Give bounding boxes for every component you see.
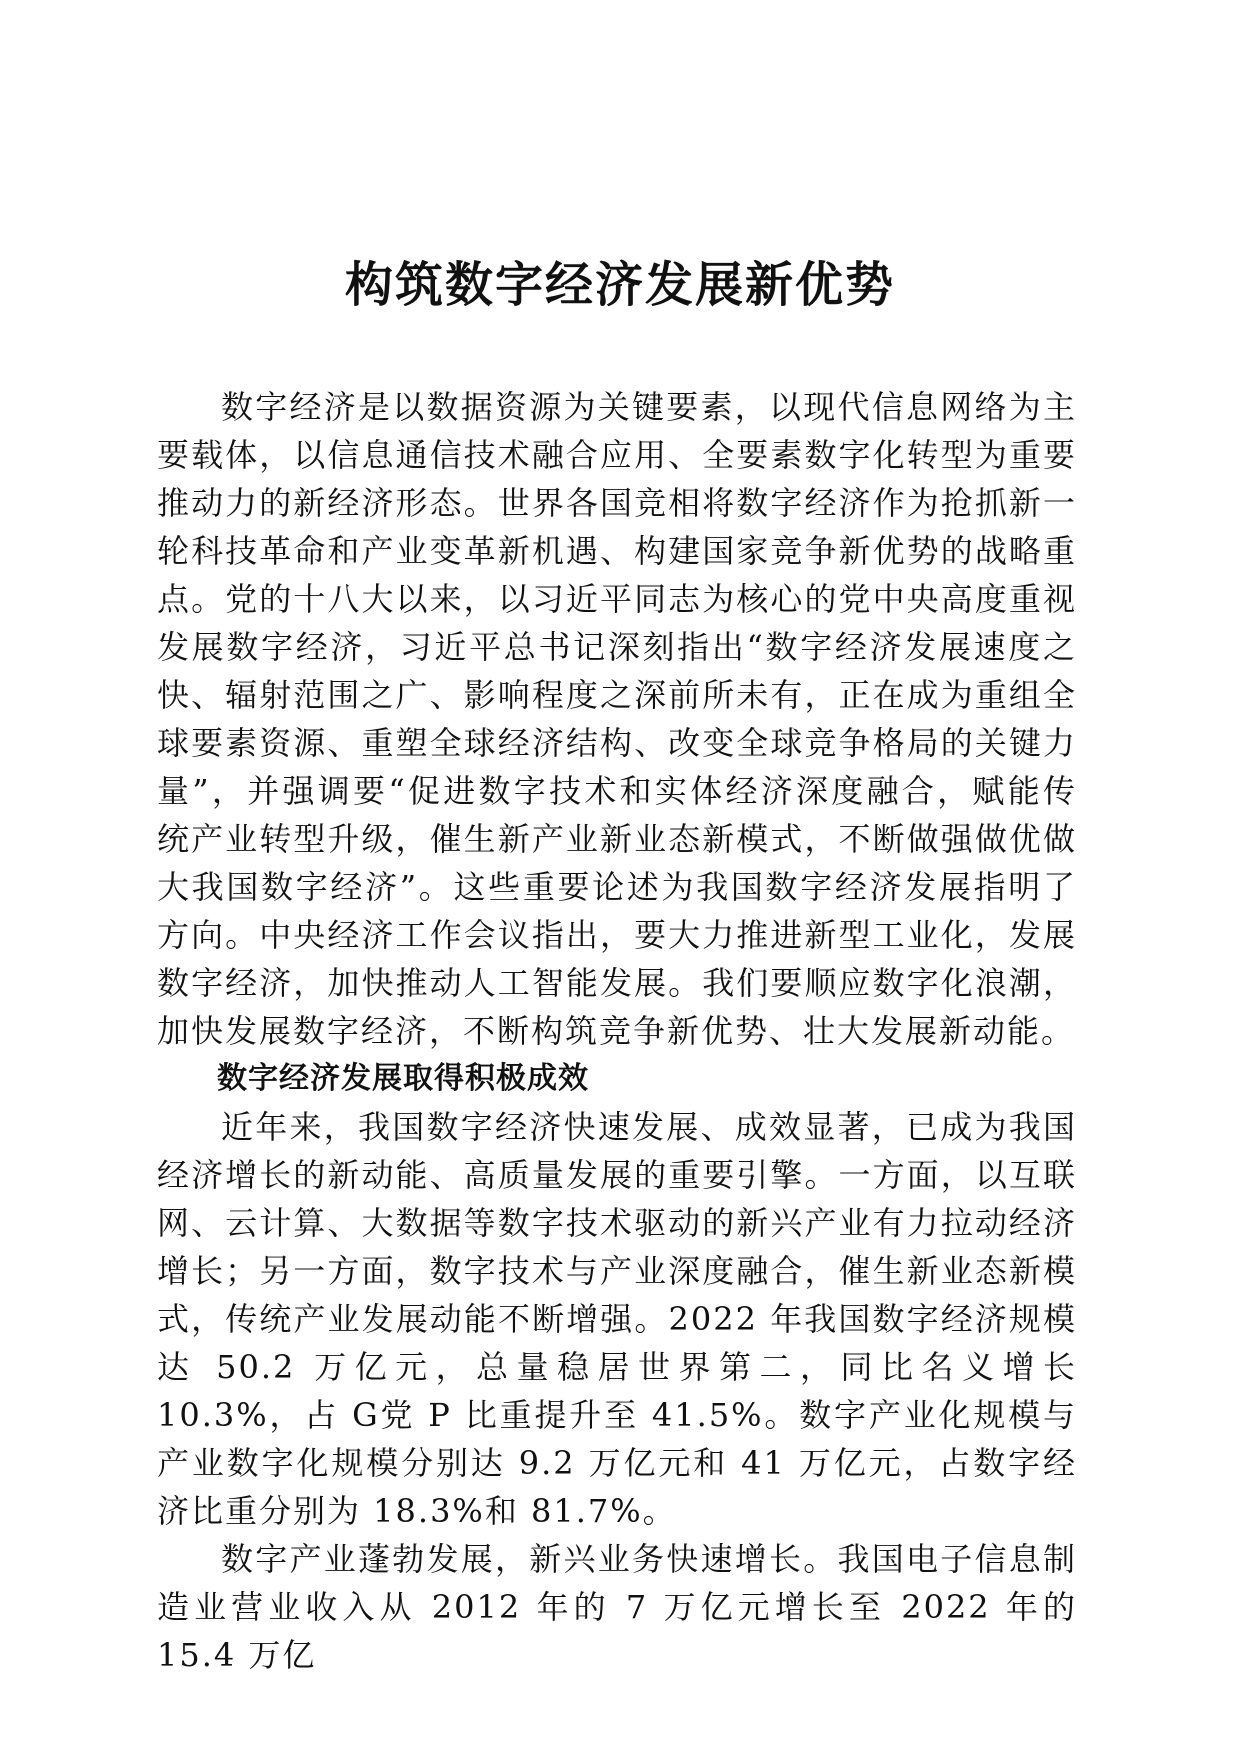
intro-paragraph: 数字经济是以数据资源为关键要素，以现代信息网络为主要载体，以信息通信技术融合应用、全要素数字化转型为重要推动力的新经济形态。世界各国竞相将数字经济作为抢抓新一轮科技革命和产业变革新机遇、构建国家竞争新优势的战略重点。党的十八大以来，以习近平同志为核心的党中央高度重视发展数字经济，习近平总书记深刻指出“数字经济发展速度之快、辐射范围之广、影响程度之深前所未有，正在成为重组全球要素资源、重塑全球经济结构、改变全球竞争格局的关键力量”，并强调要“促进数字技术和实体经济深度融合，赋能传统产业转型升级，催生新产业新业态新模式，不断做强做优做大我国数字经济”。这些重要论述为我国数字经济发展指明了方向。中央经济工作会议指出，要大力推进新型工业化，发展数字经济，加快推动人工智能发展。我们要顺应数字化浪潮，加快发展数字经济，不断构筑竞争新优势、壮大发展新动能。 [157, 388, 1077, 1050]
paragraph-digital-industry: 数字产业蓬勃发展，新兴业务快速增长。我国电子信息制造业营业收入从 2012 年的 7 万亿元增长至 2022 年的 15.4 万亿 [157, 1540, 1077, 1674]
paragraph-achievements: 近年来，我国数字经济快速发展、成效显著，已成为我国经济增长的新动能、高质量发展的重要引擎。一方面，以互联网、云计算、大数据等数字技术驱动的新兴产业有力拉动经济增长；另一方面，数字技术与产业深度融合，催生新业态新模式，传统产业发展动能不断增强。2022 年我国数字经济规模达 50.2 万亿元，总量稳居世界第二，同比名义增长 10.3%，占 G党 P 比重提升至 41.5%。数字产业化规模与产业数字化规模分别达 9.2 万亿元和 41 万亿元，占数字经济比重分别为 18.3%和 81.7%。 [157, 1108, 1077, 1530]
document-title: 构筑数字经济发展新优势 [344, 257, 895, 313]
section-heading: 数字经济发展取得积极成效 [217, 1061, 589, 1096]
document-body [157, 383, 1077, 1679]
